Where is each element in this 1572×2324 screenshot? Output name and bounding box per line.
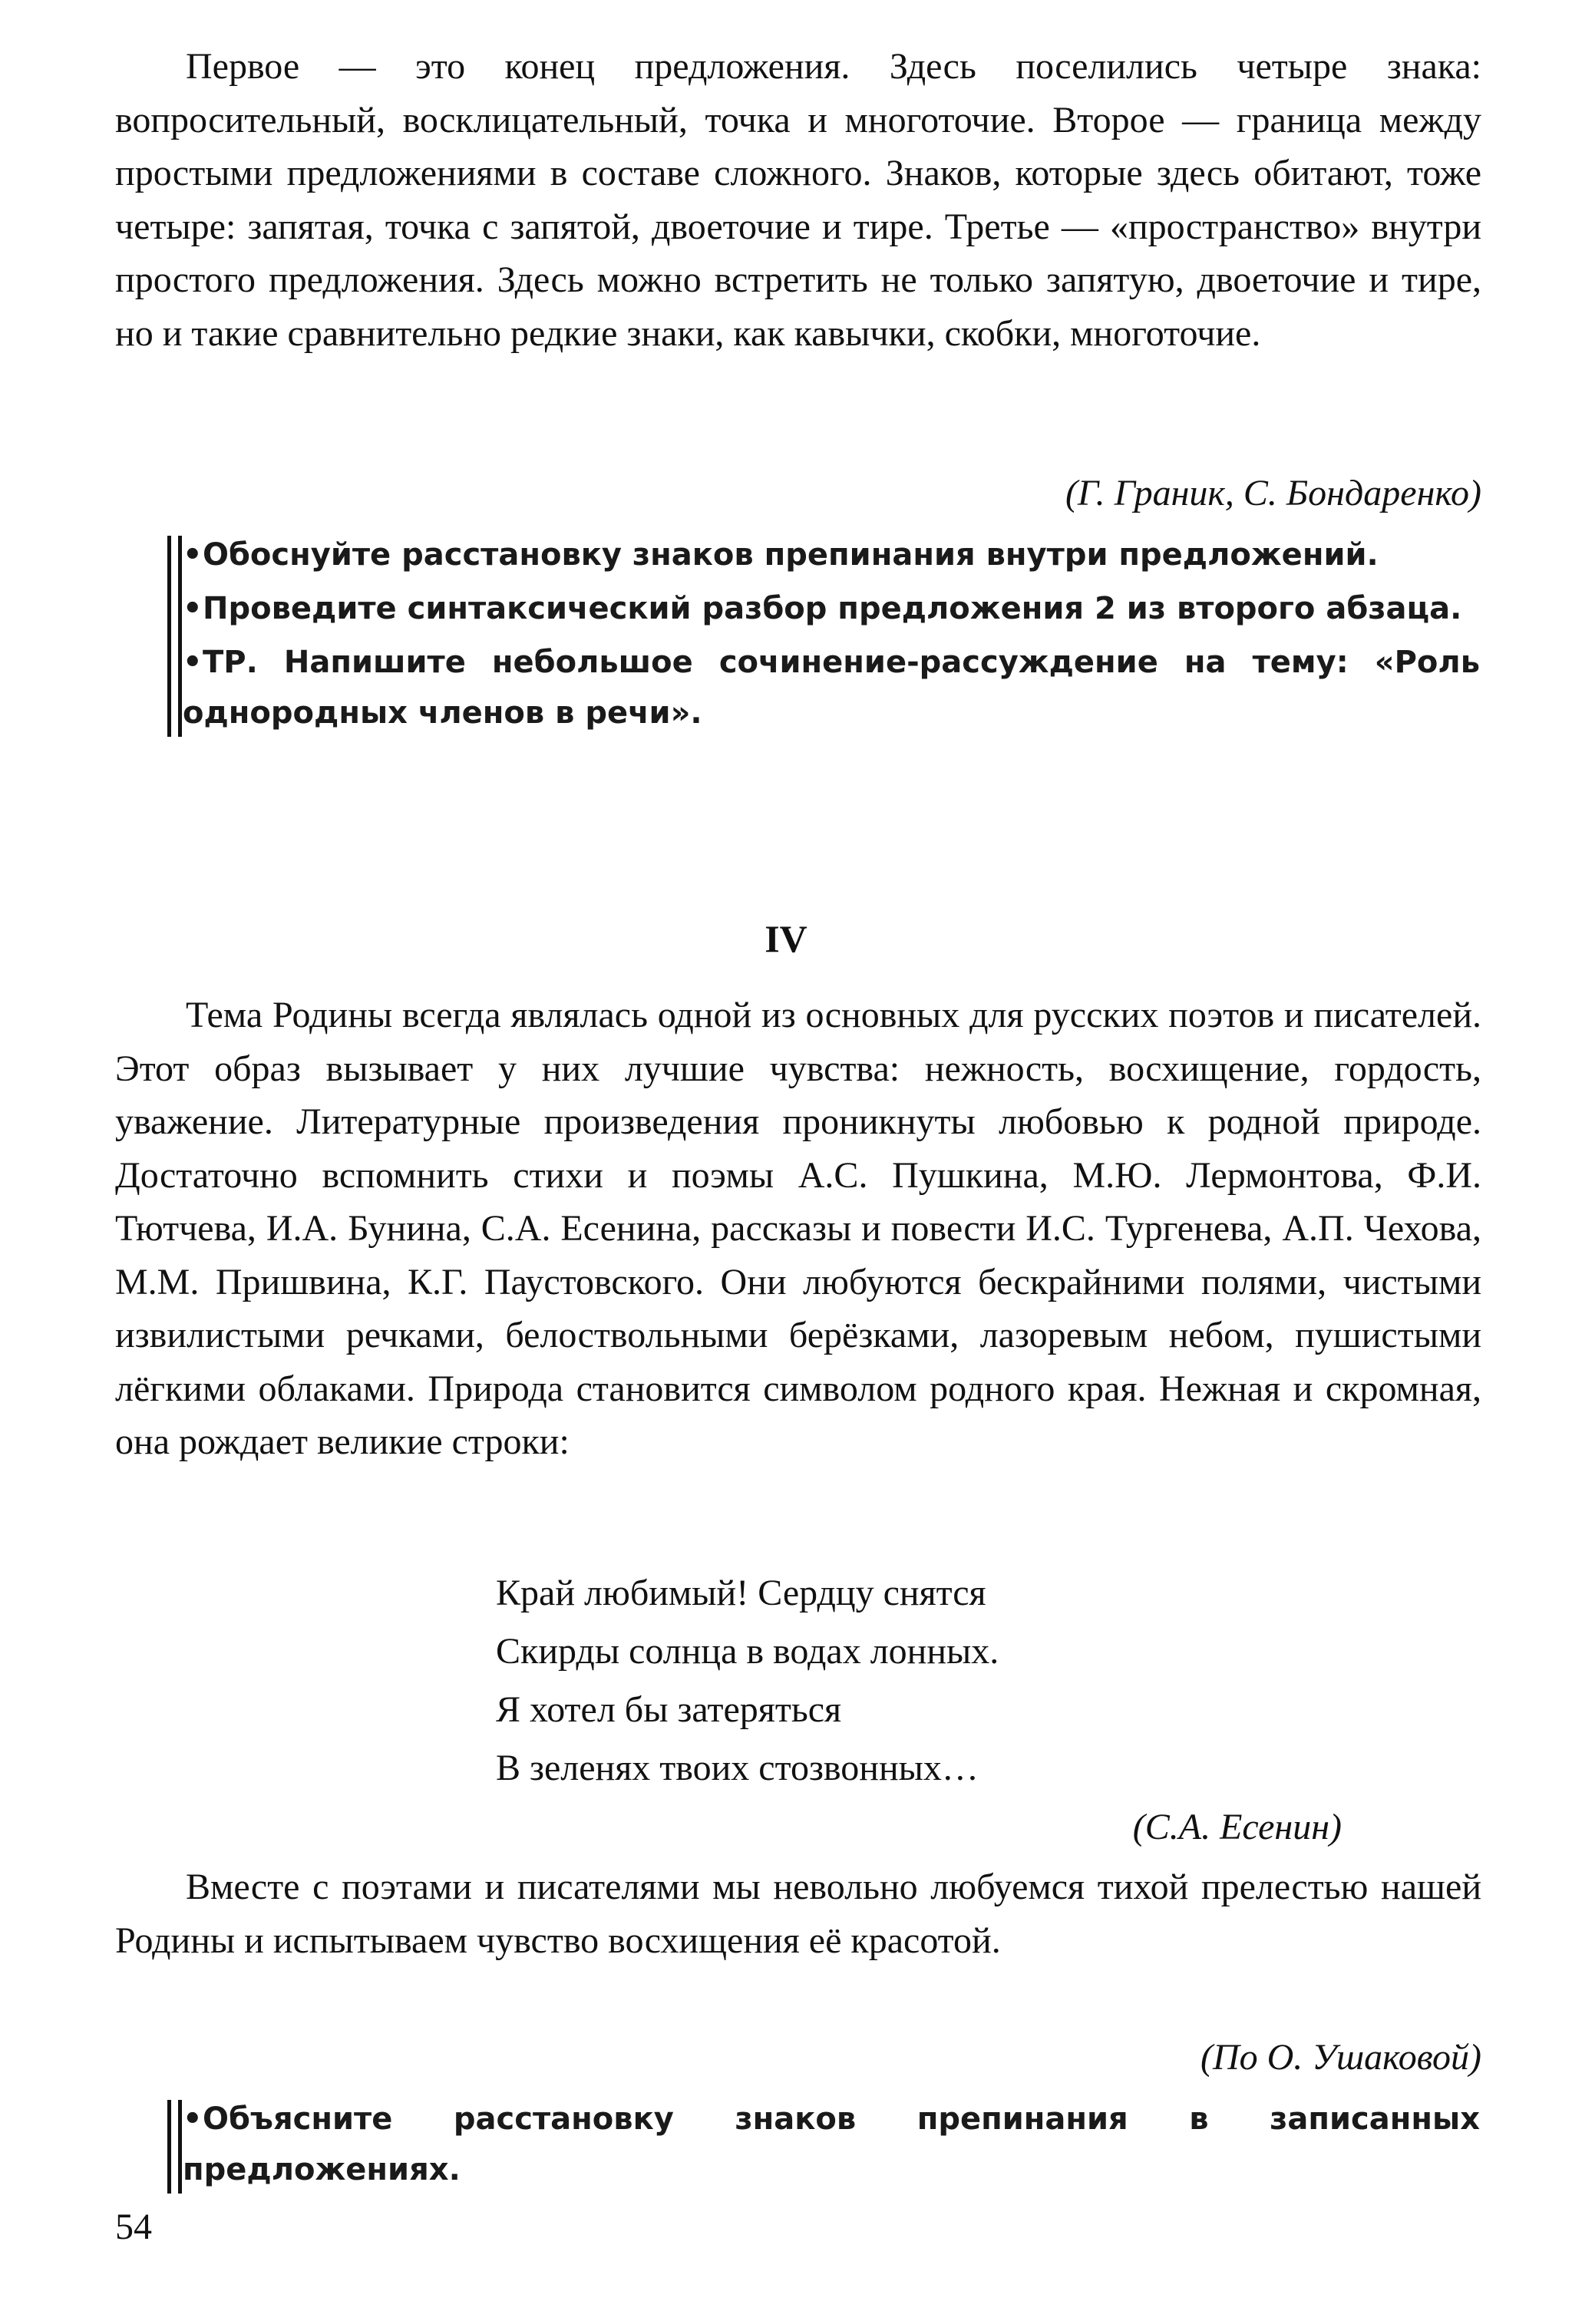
section-number: IV bbox=[765, 917, 807, 960]
section-attribution: (По О. Ушаковой) bbox=[1200, 2037, 1481, 2078]
section-paragraph: Тема Родины всегда являлась одной из основных для русских поэтов и писателей. Этот образ вызывает у них лучшие чувства: нежность, восхищение, гордость, уважение. Литературные произведения проникнуты любовью к родной природе. Достаточно вспомнить стихи и поэмы А.С. Пушкина, М.Ю. Лермонтова, Ф.И. Тютчева, И.А. Бунина, С.А. Есенина, рассказы и повести И.С. Тургенева, А.П. Чехова, М.М. Пришвина, К.Г. Паустовского. Они любуются бескрайними полями, чистыми извилистыми речками, белоствольными берёзками, лазоревым небом, пушистыми лёгкими облаками. Природа становится символом родного края. Нежная и скромная, она рождает великие строки: bbox=[115, 995, 1481, 1462]
poem-line: Край любимый! Сердцу снятся bbox=[496, 1573, 986, 1613]
poem bbox=[496, 1564, 999, 1797]
task-margin-bar bbox=[178, 2100, 182, 2194]
bullet-icon: • bbox=[183, 591, 203, 626]
section-paragraph: Вместе с поэтами и писателями мы невольно любуемся тихой прелестью нашей Родины и испытываем чувство восхищения её красотой. bbox=[115, 1867, 1481, 1961]
poem-line: Я хотел бы затеряться bbox=[496, 1689, 842, 1730]
passage-paragraph: Первое — это конец предложения. Здесь поселились четыре знака: вопросительный, восклицательный, точка и многоточие. Второе — граница между простыми предложениями в составе сложного. Знаков, которые здесь обитают, тоже четыре: запятая, точка с запятой, двоеточие и тире. Третье — «пространство» внутри простого предложения. Здесь можно встретить не только запятую, двоеточие и тире, но и такие сравнительно редкие знаки, как кавычки, скобки, многоточие. bbox=[115, 46, 1481, 354]
bullet-icon: • bbox=[183, 645, 203, 680]
task-list bbox=[183, 530, 1480, 741]
task-margin-bar bbox=[178, 536, 182, 737]
bullet-icon: • bbox=[183, 537, 203, 573]
passage-attribution: (Г. Граник, С. Бондаренко) bbox=[1065, 473, 1481, 513]
task-item bbox=[183, 2094, 1480, 2195]
task-item bbox=[183, 637, 1480, 738]
page-number: 54 bbox=[115, 2207, 152, 2247]
task-margin-bar bbox=[167, 536, 171, 737]
task-text: ТР. Напишите небольшое сочинение-рассуждение на тему: «Роль однородных членов в речи». bbox=[183, 645, 1480, 731]
task-text: Обоснуйте расстановку знаков препинания внутри предложений. bbox=[203, 537, 1379, 573]
task-list bbox=[183, 2094, 1480, 2198]
task-item bbox=[183, 583, 1480, 634]
bullet-icon: • bbox=[183, 2101, 203, 2137]
task-text: Объясните расстановку знаков препинания в записанных предложениях. bbox=[183, 2101, 1480, 2187]
poem-attribution: (С.А. Есенин) bbox=[1132, 1807, 1342, 1847]
task-margin-bar bbox=[167, 2100, 171, 2194]
task-text: Проведите синтаксический разбор предложения 2 из второго абзаца. bbox=[203, 591, 1462, 626]
poem-line: Скирды солнца в водах лонных. bbox=[496, 1631, 999, 1672]
task-item bbox=[183, 530, 1480, 580]
poem-line: В зеленях твоих стозвонных… bbox=[496, 1748, 979, 1788]
